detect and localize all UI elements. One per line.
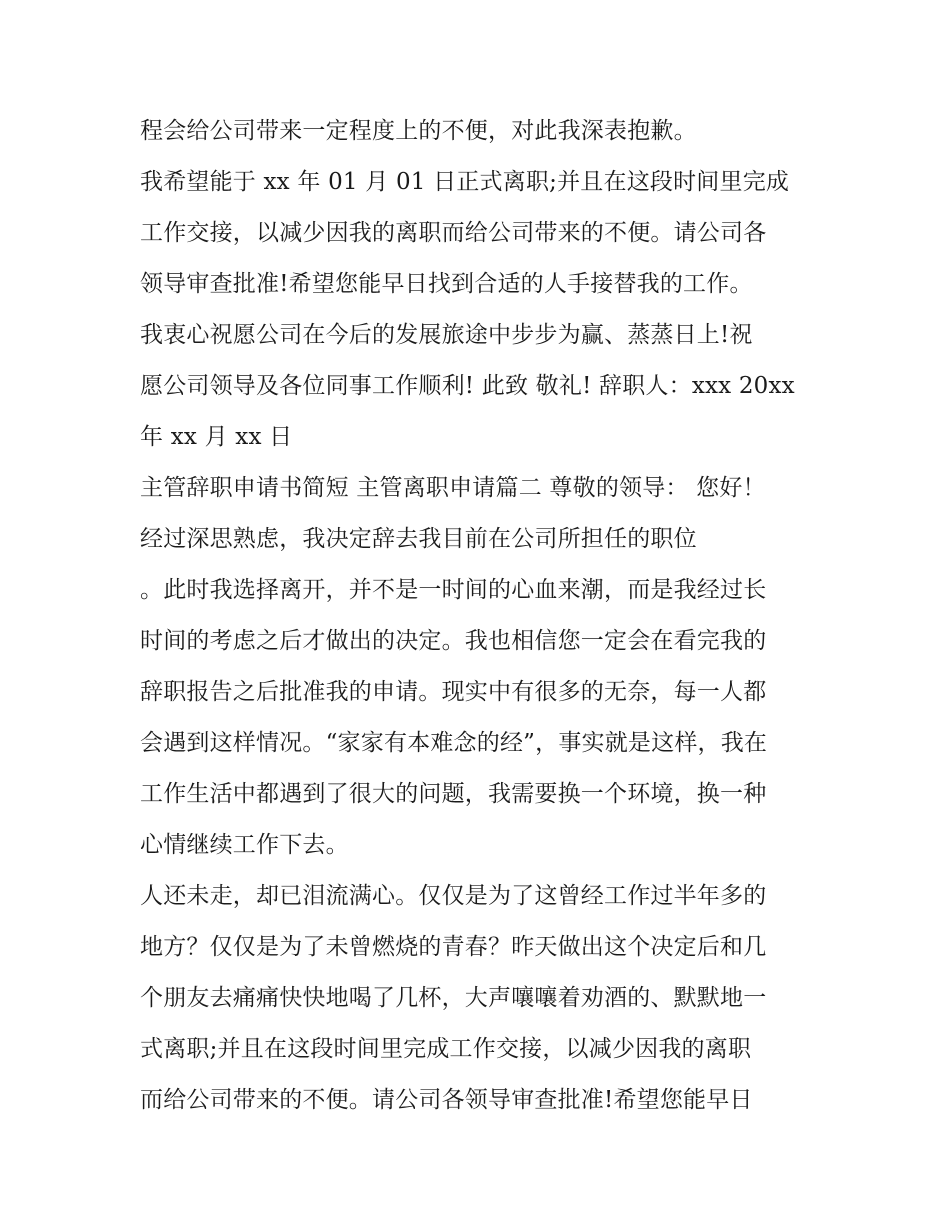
text-line: 经过深思熟虑，我决定辞去我目前在公司所担任的职位 bbox=[140, 526, 697, 552]
text-line: 程会给公司带来一定程度上的不便，对此我深表抱歉。 bbox=[140, 118, 697, 144]
text-line: 我希望能于 xx 年 01 月 01 日正式离职;并且在这段时间里完成 bbox=[140, 169, 790, 195]
text-line: 领导审查批准!希望您能早日找到合适的人手接替我的工作。 bbox=[140, 271, 753, 297]
text-line: 年 xx 月 xx 日 bbox=[140, 424, 293, 450]
text-line: 我衷心祝愿公司在今后的发展旅途中步步为赢、蒸蒸日上!祝 bbox=[140, 322, 753, 348]
text-line: 地方？仅仅是为了未曾燃烧的青春？昨天做出这个决定后和几 bbox=[140, 934, 767, 960]
text-line: 。此时我选择离开，并不是一时间的心血来潮，而是我经过长 bbox=[140, 577, 767, 603]
text-line: 心情继续工作下去。 bbox=[140, 832, 349, 858]
text-line: 工作交接，以减少因我的离职而给公司带来的不便。请公司各 bbox=[140, 220, 767, 246]
text-line: 工作生活中都遇到了很大的问题，我需要换一个环境，换一种 bbox=[140, 781, 767, 807]
text-line: 个朋友去痛痛快快地喝了几杯，大声嚷嚷着劝酒的、默默地一 bbox=[140, 985, 767, 1011]
text-line: 式离职;并且在这段时间里完成工作交接，以减少因我的离职 bbox=[140, 1036, 752, 1062]
text-line: 愿公司领导及各位同事工作顺利! 此致 敬礼! 辞职人：xxx 20xx bbox=[140, 373, 795, 399]
text-line: 会遇到这样情况。“家家有本难念的经”，事实就是这样，我在 bbox=[140, 730, 768, 756]
text-line: 时间的考虑之后才做出的决定。我也相信您一定会在看完我的 bbox=[140, 628, 767, 654]
text-line: 辞职报告之后批准我的申请。现实中有很多的无奈，每一人都 bbox=[140, 679, 767, 705]
text-line: 而给公司带来的不便。请公司各领导审查批准!希望您能早日 bbox=[140, 1087, 753, 1113]
document-body bbox=[140, 106, 830, 1126]
text-line: 人还未走，却已泪流满心。仅仅是为了这曾经工作过半年多的 bbox=[140, 883, 767, 909]
text-line: 主管辞职申请书简短 主管离职申请篇二 尊敬的领导： 您好！ bbox=[140, 475, 766, 501]
